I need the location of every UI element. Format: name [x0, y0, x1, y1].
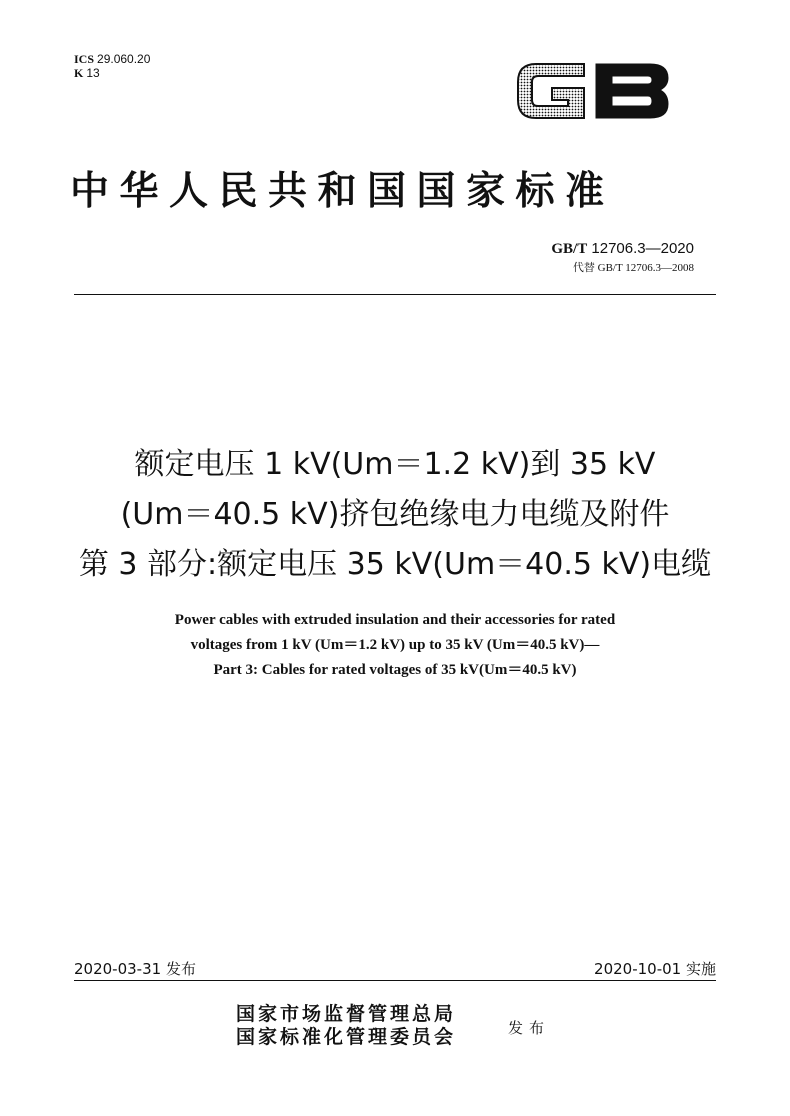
chinese-title — [40, 440, 750, 590]
chinese-title-line: 第 3 部分:额定电压 35 kV(Um＝40.5 kV)电缆 — [78, 547, 712, 582]
gb-logo — [514, 60, 672, 122]
issuing-authorities — [236, 1003, 456, 1049]
issuer-line: 国家标准化管理委员会 — [236, 1026, 457, 1048]
standard-number: GB/T 12706.3—2020 — [551, 240, 694, 257]
issuer-line: 国家市场监督管理总局 — [236, 1003, 457, 1025]
national-standard-title: 中华人民共和国国家标准 — [70, 168, 615, 214]
english-title-line: Power cables with extruded insulation and their accessories for rated — [174, 612, 616, 628]
header-divider — [74, 294, 716, 295]
english-title-line: voltages from 1 kV (Um＝1.2 kV) up to 35 kV (Um＝40.5 kV)— — [190, 637, 600, 653]
publish-date: 2020-03-31 发布 — [74, 960, 196, 978]
chinese-title-line: 额定电压 1 kV(Um＝1.2 kV)到 35 kV — [134, 447, 656, 482]
classification-codes — [74, 52, 150, 80]
issue-label: 发布 — [508, 1019, 551, 1037]
replaces-standard: 代替 GB/T 12706.3—2008 — [572, 262, 694, 274]
english-title — [60, 608, 730, 683]
english-title-line: Part 3: Cables for rated voltages of 35 kV(Um＝40.5 kV) — [213, 662, 577, 678]
dates-row — [74, 958, 716, 978]
standard-code-block — [551, 240, 694, 275]
chinese-title-line: (Um＝40.5 kV)挤包绝缘电力电缆及附件 — [120, 497, 670, 532]
k-code: K 13 — [74, 66, 100, 80]
footer-divider — [74, 980, 716, 981]
ics-code: ICS 29.060.20 — [74, 52, 151, 66]
implement-date: 2020-10-01 实施 — [594, 960, 716, 978]
